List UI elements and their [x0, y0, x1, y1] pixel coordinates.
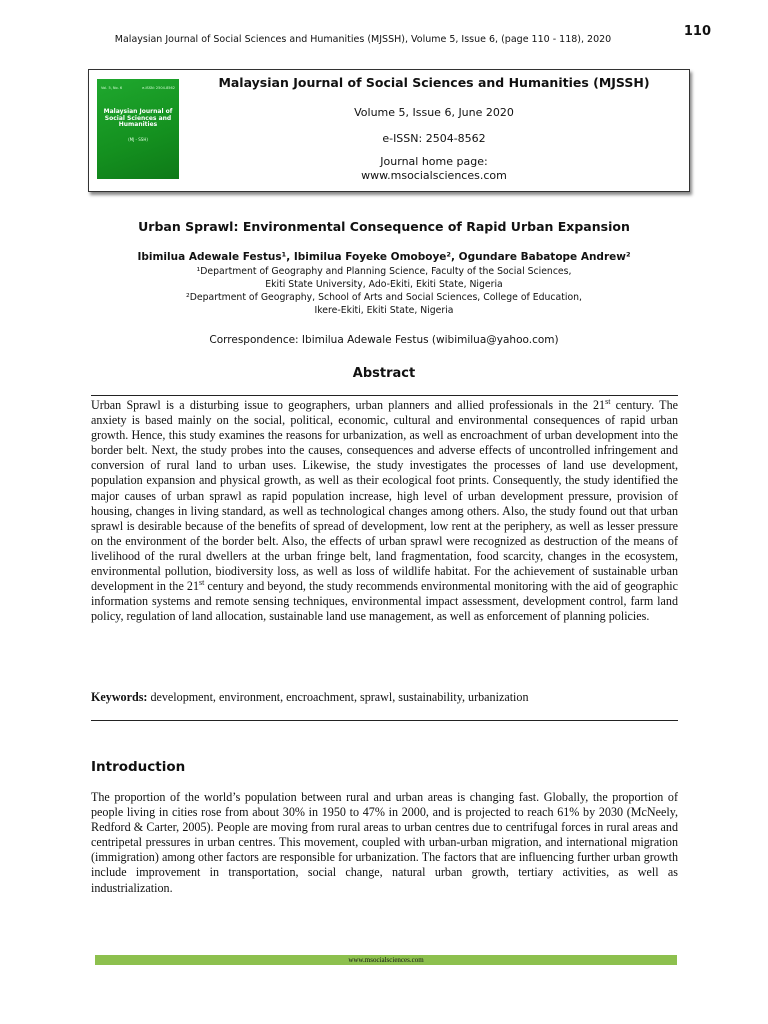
cover-abbr: (MJ - SSH) [128, 137, 148, 142]
footer-url[interactable]: www.msocialsciences.com [348, 956, 424, 964]
footer-bar [95, 955, 677, 965]
affiliation-1-line-2: Ekiti State University, Ado-Ekiti, Ekiti State, Nigeria [265, 279, 503, 290]
affiliation-1-line-1: ¹Department of Geography and Planning Science, Faculty of the Social Sciences, [196, 266, 572, 277]
introduction-paragraph: The proportion of the world’s population between rural and urban areas is changing fast. Globally, the proportion of people living in cities rose from about 30% in 1950 to 47% in 2000, and is projected to reach 61% by 2030 (McNeely, Redford & Carter, 2005). People are moving from rural areas to urban centres due to centrifugal forces in rural areas and centripetal pressures in urban centres. This movement, coupled with urban-urban migration, and international migration (immigration) among other factors are responsible for urbanization. The factors that are influencing further urban growth include improvement in transportation, social change, natural urban growth, tertiary activities, as well as industrialization. [91, 790, 678, 895]
cover-issn-text: e-ISSN: 2504-8562 [142, 86, 175, 90]
article-authors: Ibimilua Adewale Festus¹, Ibimilua Foyeke Omoboye², Ogundare Babatope Andrew² [137, 251, 631, 263]
homepage-url[interactable]: www.msocialsciences.com [361, 169, 507, 182]
cover-volume-text: Vol. 5, No. 6 [101, 86, 123, 90]
running-head: Malaysian Journal of Social Sciences and Humanities (MJSSH), Volume 5, Issue 6, (page 110 - 118), 2020 [114, 34, 612, 45]
affiliation-2-line-2: Ikere-Ekiti, Ekiti State, Nigeria [314, 305, 454, 316]
journal-info-box [88, 69, 690, 192]
journal-cover-image [97, 79, 179, 179]
keywords-text: development, environment, encroachment, sprawl, sustainability, urbanization [147, 690, 529, 704]
abstract-bottom-rule [91, 720, 678, 721]
journal-eissn: e-ISSN: 2504-8562 [382, 132, 486, 145]
correspondence: Correspondence: Ibimilua Adewale Festus (wibimilua@yahoo.com) [209, 334, 559, 346]
journal-title: Malaysian Journal of Social Sciences and Humanities (MJSSH) [218, 75, 650, 90]
keywords [91, 690, 678, 705]
abstract-part-3: century and beyond, the study recommends environmental monitoring with the aid of geographic information systems and remote sensing techniques, environmental impact assessment, development control, farm land policy, regulation of land allocation, sustainable land use management, as well as enforcement of planning policies. [91, 579, 678, 624]
affiliation-2-line-1: ²Department of Geography, School of Arts and Social Sciences, College of Education, [185, 292, 582, 303]
abstract-body [91, 398, 678, 624]
abstract-top-rule [91, 395, 678, 396]
cover-title: Malaysian Journal of Social Sciences and Humanities [103, 108, 173, 128]
introduction-heading: Introduction [91, 759, 186, 775]
page-number: 110 [683, 24, 711, 39]
abstract-part-1: Urban Sprawl is a disturbing issue to geographers, urban planners and allied professionals in the 21 [91, 398, 606, 412]
journal-homepage [179, 155, 689, 183]
abstract-part-2: century. The anxiety is based mainly on the social, political, economic, cultural and environmental consequences of rapid urban growth. Hence, this study examines the reasons for urbanization, as well as encroachment of urban development into the border belt. Next, the study probes into the causes, consequences and adverse effects of uncontrolled infringement and conversion of rural land to urban uses. Likewise, the study investigates the processes of land use development, population expansion and physical growth, as well as their ecological foot prints. Consequently, the study identified the major causes of urban sprawl as rapid population increase, high level of urban development pressure, provision of housing, changes in living standard, as well as technological changes among others. Also, the study found out that urban sprawl is desirable because of the benefits of spread of development, low rent at the periphery, as well as lesser pressure on the environment of the border belt. Also, the effects of urban sprawl were recognized as destruction of the means of livelihood of the rural dwellers at the urban fringe belt, land fragmentation, food scarcity, changes in the ecosystem, environmental pollution, biodiversity loss, as well as loss of wildlife habitat. For the achievement of sustainable urban development in the 21 [91, 398, 678, 594]
article-title: Urban Sprawl: Environmental Consequence of Rapid Urban Expansion [138, 219, 630, 234]
journal-volume: Volume 5, Issue 6, June 2020 [354, 106, 514, 119]
keywords-label: Keywords: [91, 690, 148, 704]
abstract-heading: Abstract [352, 366, 416, 381]
homepage-label: Journal home page: [380, 155, 488, 168]
abstract-sup-2: st [199, 578, 205, 588]
abstract-sup-1: st [605, 396, 611, 406]
